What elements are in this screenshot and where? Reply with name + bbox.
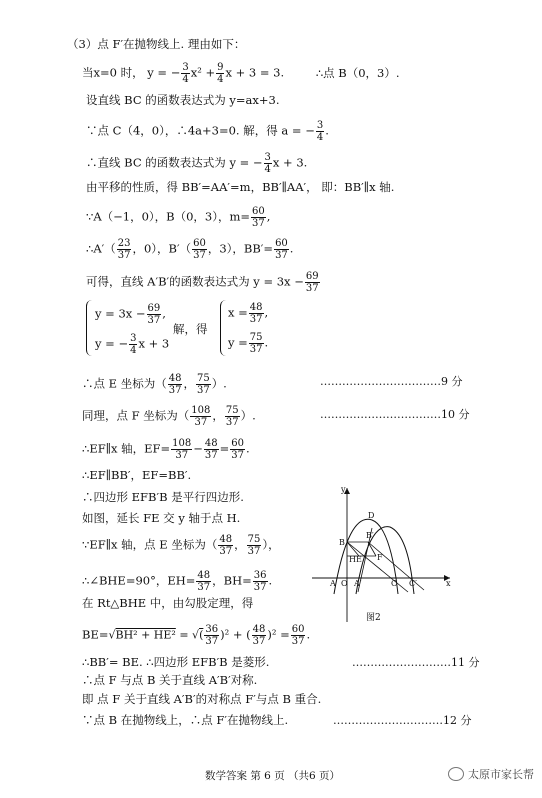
- line-pythagoras: 在 Rt△BHE 中，由勾股定理，得: [82, 596, 254, 610]
- watermark: [448, 766, 534, 782]
- label-c: C: [391, 579, 398, 588]
- line-rhombus: ∴BB′= BE. ∴四边形 EFB′B 是菱形.: [82, 655, 270, 669]
- line-extend-fe: 如图，延长 FE 交 y 轴于点 H.: [82, 511, 241, 525]
- line-ef-length: ∴EF∥x 轴，EF= $\frac{108}{37}$ − $\frac{48}{37}$ = $\frac{60}{37}$ .: [82, 438, 250, 461]
- label-x: x: [446, 579, 451, 588]
- score-12: …………………………12 分: [333, 714, 472, 727]
- label-a: A: [330, 579, 336, 588]
- line-ef-bb: ∴EF∥BB′，EF=BB′.: [82, 468, 192, 482]
- score-9: ……………………………9 分: [320, 375, 463, 388]
- page-footer: 数学答案 第 6 页 （共6 页）: [205, 770, 341, 782]
- solution-y: y = $\frac{75}{37}$ .: [228, 332, 269, 355]
- line-point-f: 同理，点 F 坐标为（ $\frac{108}{37}$ ， $\frac{75}{37}$ ）.: [82, 405, 256, 428]
- figure-2: [310, 482, 460, 628]
- label-f: F: [377, 553, 383, 562]
- system-brace-right: [220, 300, 227, 356]
- line-m-value: ∵A（−1，0），B（0，3），m= $\frac{60}{37}$ ,: [86, 206, 271, 229]
- line-translation: 由平移的性质，得 BB′=AA′=m，BB′∥AA′， 即：BB′∥x 轴.: [86, 180, 395, 194]
- label-o: O: [341, 579, 348, 588]
- label-b-prime: B′: [366, 531, 374, 540]
- label-y: y: [341, 485, 346, 494]
- score-11: ………………………11 分: [352, 656, 480, 669]
- part3-heading: （3）点 F′在抛物线上. 理由如下：: [67, 37, 246, 51]
- figure-caption: 图2: [366, 613, 381, 623]
- line-be-length: BE=√BH² + HE² = √( $\frac{36}{37}$ )² + ( $\frac{48}{37}$ )² = $\frac{60}{37}$ .: [82, 624, 311, 647]
- watermark-text: 太原市家长帮: [468, 768, 534, 781]
- line-ab-prime-expr: 可得，直线 A′B′的函数表达式为 y = 3x − $\frac{69}{37}$: [86, 271, 319, 294]
- line-bc-setup: 设直线 BC 的函数表达式为 y=ax+3.: [86, 93, 280, 107]
- label-b: B: [339, 538, 345, 547]
- system-brace-left: [86, 300, 93, 356]
- label-h: H: [349, 555, 356, 564]
- system-eq2: y = − $\frac{3}{4}$ x + 3: [95, 333, 170, 356]
- line-conclusion: ∵点 B 在抛物线上，∴点 F′在抛物线上.: [82, 713, 289, 727]
- system-eq1: y = 3x − $\frac{69}{37}$ ,: [95, 303, 166, 326]
- segment-be: [347, 542, 359, 556]
- line-bc-expr: ∴直线 BC 的函数表达式为 y = − $\frac{3}{4}$ x + 3.: [86, 152, 308, 175]
- label-e: E: [356, 555, 362, 564]
- solve-label: 解，得: [173, 322, 208, 336]
- wechat-icon: [448, 767, 464, 781]
- line-parallelogram: ∴四边形 EFB′B 是平行四边形.: [82, 490, 244, 504]
- line-a-prime: ∴A′（ $\frac{23}{37}$ ，0），B′（ $\frac{60}{37}$ ，3），BB′= $\frac{60}{37}$ .: [86, 238, 294, 261]
- segment-b-prime-f: [368, 542, 376, 556]
- line-e-coords: ∵EF∥x 轴，点 E 坐标为（ $\frac{48}{37}$ ， $\frac{75}{37}$ ），: [82, 534, 280, 557]
- label-a-prime: A′: [354, 579, 362, 588]
- line-x-zero: 当x=0 时， y = − $\frac{3}{4}$ x² + $\frac{9}{4}$ x + 3 = 3. ∴点 B（0，3）.: [82, 62, 400, 85]
- score-10: ……………………………10 分: [320, 408, 470, 421]
- line-coincide: 即 点 F 关于直线 A′B′的对称点 F′与点 B 重合.: [82, 692, 322, 706]
- line-symmetric: ∴点 F 与点 B 关于直线 A′B′对称.: [82, 673, 258, 687]
- label-d: D: [368, 511, 375, 520]
- solution-x: x = $\frac{48}{37}$ ,: [228, 302, 269, 325]
- line-point-e: ∴点 E 坐标为（ $\frac{48}{37}$ ， $\frac{75}{37}$ ）.: [82, 373, 227, 396]
- line-point-c: ∵点 C（4，0），∴4a+3=0. 解，得 a = − $\frac{3}{4}$ .: [86, 120, 329, 143]
- line-bhe: ∴∠BHE=90°，EH= $\frac{48}{37}$ ，BH= $\frac{36}{37}$ .: [82, 570, 273, 593]
- label-c-prime: C′: [409, 579, 417, 588]
